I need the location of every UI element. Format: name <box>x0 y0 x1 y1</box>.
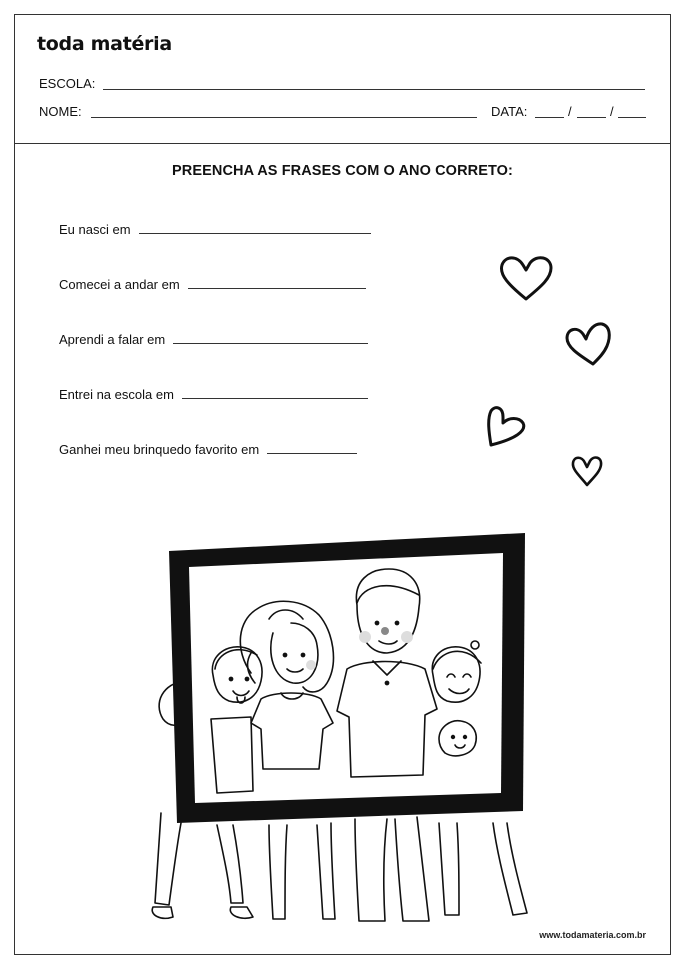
heart-icon <box>569 453 605 489</box>
sentence-text: Ganhei meu brinquedo favorito em <box>59 442 260 457</box>
sentence-item <box>59 277 366 292</box>
sentence-item <box>59 387 368 402</box>
footer-website: www.todamateria.com.br <box>539 930 646 940</box>
date-separator: / <box>610 104 614 119</box>
sentence-item <box>59 222 371 237</box>
name-field[interactable] <box>91 117 477 118</box>
heart-icon <box>485 403 529 449</box>
sentence-text: Eu nasci em <box>59 222 131 237</box>
heart-icon <box>497 253 555 303</box>
school-label: ESCOLA: <box>39 76 96 91</box>
family-frame-illustration <box>133 523 533 929</box>
answer-line[interactable] <box>139 232 371 234</box>
answer-line[interactable] <box>173 342 368 344</box>
date-day-field[interactable] <box>535 117 564 118</box>
answer-line[interactable] <box>267 452 357 454</box>
heart-icon <box>563 320 613 368</box>
date-year-field[interactable] <box>618 117 646 118</box>
worksheet-title: PREENCHA AS FRASES COM O ANO CORRETO: <box>172 163 513 179</box>
sentence-text: Comecei a andar em <box>59 277 180 292</box>
date-month-field[interactable] <box>577 117 606 118</box>
sentence-item <box>59 332 368 347</box>
date-separator: / <box>568 104 572 119</box>
date-label: DATA: <box>491 104 528 119</box>
brand-logo: toda matéria <box>37 33 172 55</box>
sentence-text: Entrei na escola em <box>59 387 174 402</box>
worksheet-page <box>14 14 671 955</box>
answer-line[interactable] <box>188 287 366 289</box>
header-divider <box>15 143 670 144</box>
name-label: NOME: <box>39 104 82 119</box>
sentence-text: Aprendi a falar em <box>59 332 166 347</box>
school-field[interactable] <box>103 89 645 90</box>
sentence-item <box>59 442 357 457</box>
answer-line[interactable] <box>182 397 368 399</box>
